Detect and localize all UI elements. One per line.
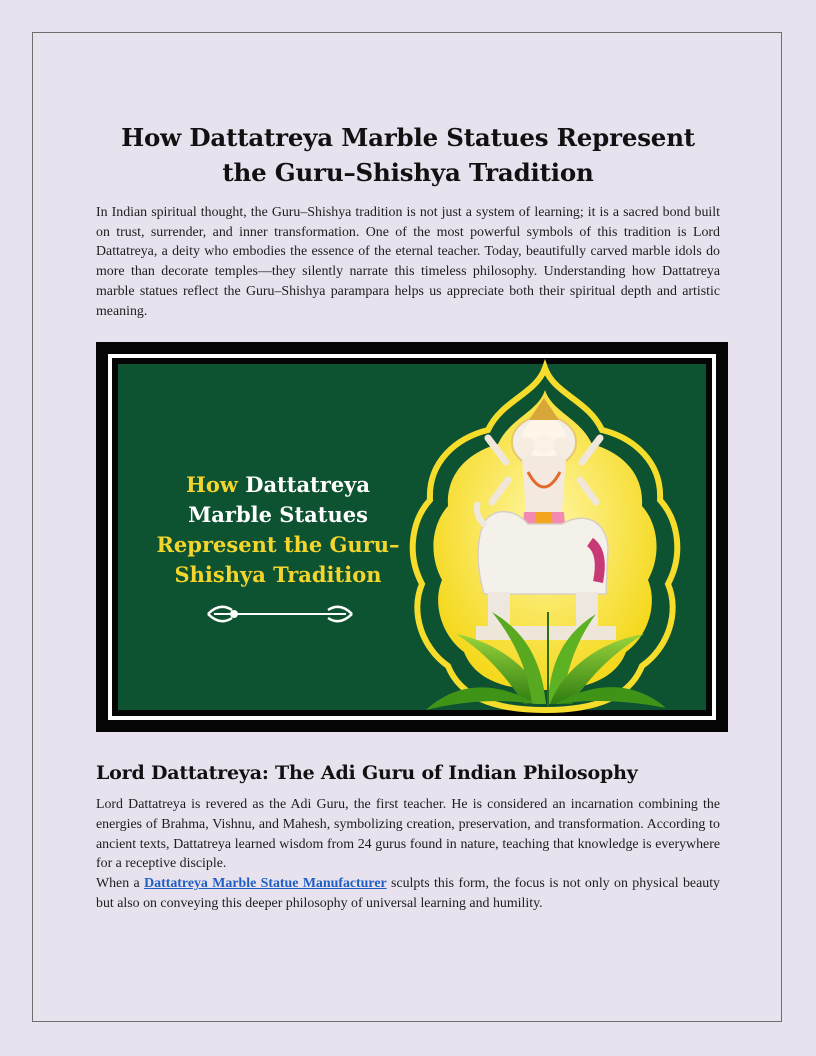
document-content [96,120,720,913]
banner-title-line2: Marble Statues [188,502,368,528]
manufacturer-link[interactable]: Dattatreya Marble Statue Manufacturer [144,876,387,892]
section-paragraph: Lord Dattatreya is revered as the Adi Guru, the first teacher. He is considered an incarnation combining the energies of Brahma, Vishnu, and Mahesh, symbolizing creation, preservation, and transformation. According to ancient texts, Dattatreya learned wisdom from 24 gurus found in nature, teaching that knowledge is everywhere for a receptive disciple. [96,797,720,872]
banner-image [96,342,728,732]
banner-title-accent: How [185,472,238,498]
banner-title-line3: Represent the Guru– [156,532,400,558]
svg-text:How Dattatreya [186,472,370,497]
banner-title-line1: Dattatreya [237,472,371,498]
text-after-link: sculpts this form, the focus is not only on physical beauty but also on conveying this deeper philosophy of universal learning and humility. [96,876,720,911]
intro-paragraph: In Indian spiritual thought, the Guru–Shishya tradition is not just a system of learning; it is a sacred bond built on trust, surrender, and inner transformation. One of the most powerful symbols of this tradition is Lord Dattatreya, a deity who embodies the essence of the eternal teacher. Today, beautifully carved marble idols do more than decorate temples—they silently narrate this timeless philosophy. Understanding how Dattatreya marble statues reflect the Guru–Shishya parampara helps us appreciate both their spiritual depth and artistic meaning. [96,205,720,319]
section-paragraph-link [96,874,720,913]
document-title: How Dattatreya Marble Statues Represent the Guru–Shishya Tradition [121,123,695,187]
section-heading: Lord Dattatreya: The Adi Guru of Indian Philosophy [96,762,638,785]
text-before-link: When a [96,876,145,892]
banner-title-line4: Shishya Tradition [174,562,382,588]
